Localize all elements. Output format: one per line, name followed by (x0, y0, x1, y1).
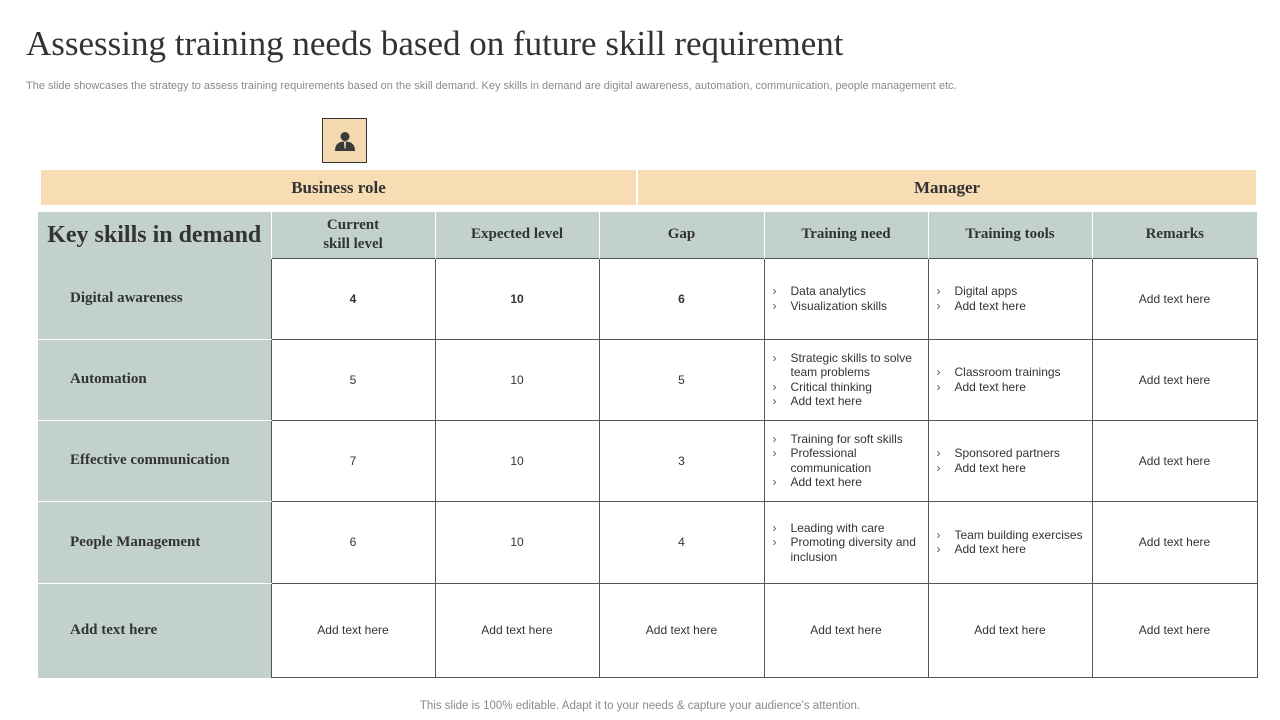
gap-cell: 3 (599, 420, 764, 501)
bullet-list (937, 284, 1086, 313)
list-item: › Add text here (773, 475, 922, 490)
training-tools-cell (928, 339, 1092, 420)
current-level-cell: 7 (271, 420, 435, 501)
expected-level-cell: 10 (435, 420, 599, 501)
training-tools-cell: Add text here (928, 583, 1092, 677)
expected-level-cell: 10 (435, 258, 599, 339)
list-item: › Professional communication (773, 446, 922, 475)
remarks-cell: Add text here (1092, 420, 1257, 501)
skill-name: Effective communication (38, 420, 271, 501)
bullet-list (937, 365, 1086, 394)
gap-cell: 4 (599, 501, 764, 583)
list-item: › Add text here (937, 380, 1086, 395)
gap-cell: 6 (599, 258, 764, 339)
remarks-cell: Add text here (1092, 583, 1257, 677)
bullet-list (773, 521, 922, 565)
list-item: › Strategic skills to solve team problems (773, 351, 922, 380)
remarks-cell: Add text here (1092, 339, 1257, 420)
training-tools-cell (928, 501, 1092, 583)
table-row (38, 420, 1257, 501)
current-level-cell: 6 (271, 501, 435, 583)
table-row (38, 583, 1257, 677)
current-level-cell: 4 (271, 258, 435, 339)
list-item: › Data analytics (773, 284, 922, 299)
table-row (38, 258, 1257, 339)
list-item: › Team building exercises (937, 528, 1086, 543)
training-need-cell (764, 339, 928, 420)
list-item: › Add text here (937, 461, 1086, 476)
skill-name: Digital awareness (38, 258, 271, 339)
slide-footer: This slide is 100% editable. Adapt it to your needs & capture your audience’s attention. (419, 700, 861, 712)
training-need-cell (764, 420, 928, 501)
remarks-cell: Add text here (1092, 258, 1257, 339)
skill-name: People Management (38, 501, 271, 583)
current-level-cell: 5 (271, 339, 435, 420)
gap-header: Gap (599, 212, 764, 258)
list-item: › Leading with care (773, 521, 922, 536)
gap-cell: Add text here (599, 583, 764, 677)
table-header-row (38, 212, 1257, 258)
gap-cell: 5 (599, 339, 764, 420)
bullet-list (773, 432, 922, 490)
current-level-header: Current skill level (271, 212, 435, 258)
expected-level-header: Expected level (435, 212, 599, 258)
list-item: › Visualization skills (773, 299, 922, 314)
remarks-cell: Add text here (1092, 501, 1257, 583)
bullet-list (937, 528, 1086, 557)
table-row (38, 339, 1257, 420)
list-item: › Promoting diversity and inclusion (773, 535, 922, 564)
list-item: › Add text here (773, 394, 922, 409)
bullet-list (773, 351, 922, 409)
training-tools-cell (928, 420, 1092, 501)
training-need-cell: Add text here (764, 583, 928, 677)
role-icon-box (322, 118, 367, 163)
skills-table (38, 212, 1258, 678)
skill-name: Automation (38, 339, 271, 420)
expected-level-cell: Add text here (435, 583, 599, 677)
expected-level-cell: 10 (435, 339, 599, 420)
training-need-header: Training need (764, 212, 928, 258)
training-need-cell (764, 501, 928, 583)
bullet-list (773, 284, 922, 313)
list-item: › Training for soft skills (773, 432, 922, 447)
manager-label: Manager (913, 177, 981, 197)
bullet-list (937, 446, 1086, 475)
skill-name: Add text here (38, 583, 271, 677)
training-tools-header: Training tools (928, 212, 1092, 258)
slide-title: Assessing training needs based on future skill requirement (26, 24, 844, 63)
list-item: › Add text here (937, 542, 1086, 557)
list-item: › Critical thinking (773, 380, 922, 395)
slide-subtitle: The slide showcases the strategy to assess training requirements based on the skill demand. Key skills in demand are digital awareness, automation, communication, people management etc. (26, 80, 957, 92)
list-item: › Add text here (937, 299, 1086, 314)
business-role-label: Business role (41, 170, 638, 205)
current-level-cell: Add text here (271, 583, 435, 677)
remarks-header: Remarks (1092, 212, 1257, 258)
training-need-cell (764, 258, 928, 339)
table-row (38, 501, 1257, 583)
expected-level-cell: 10 (435, 501, 599, 583)
role-band (41, 170, 1256, 205)
list-item: › Sponsored partners (937, 446, 1086, 461)
person-icon (334, 131, 356, 151)
list-item: › Classroom trainings (937, 365, 1086, 380)
training-tools-cell (928, 258, 1092, 339)
key-skills-header: Key skills in demand (38, 212, 271, 258)
list-item: › Digital apps (937, 284, 1086, 299)
